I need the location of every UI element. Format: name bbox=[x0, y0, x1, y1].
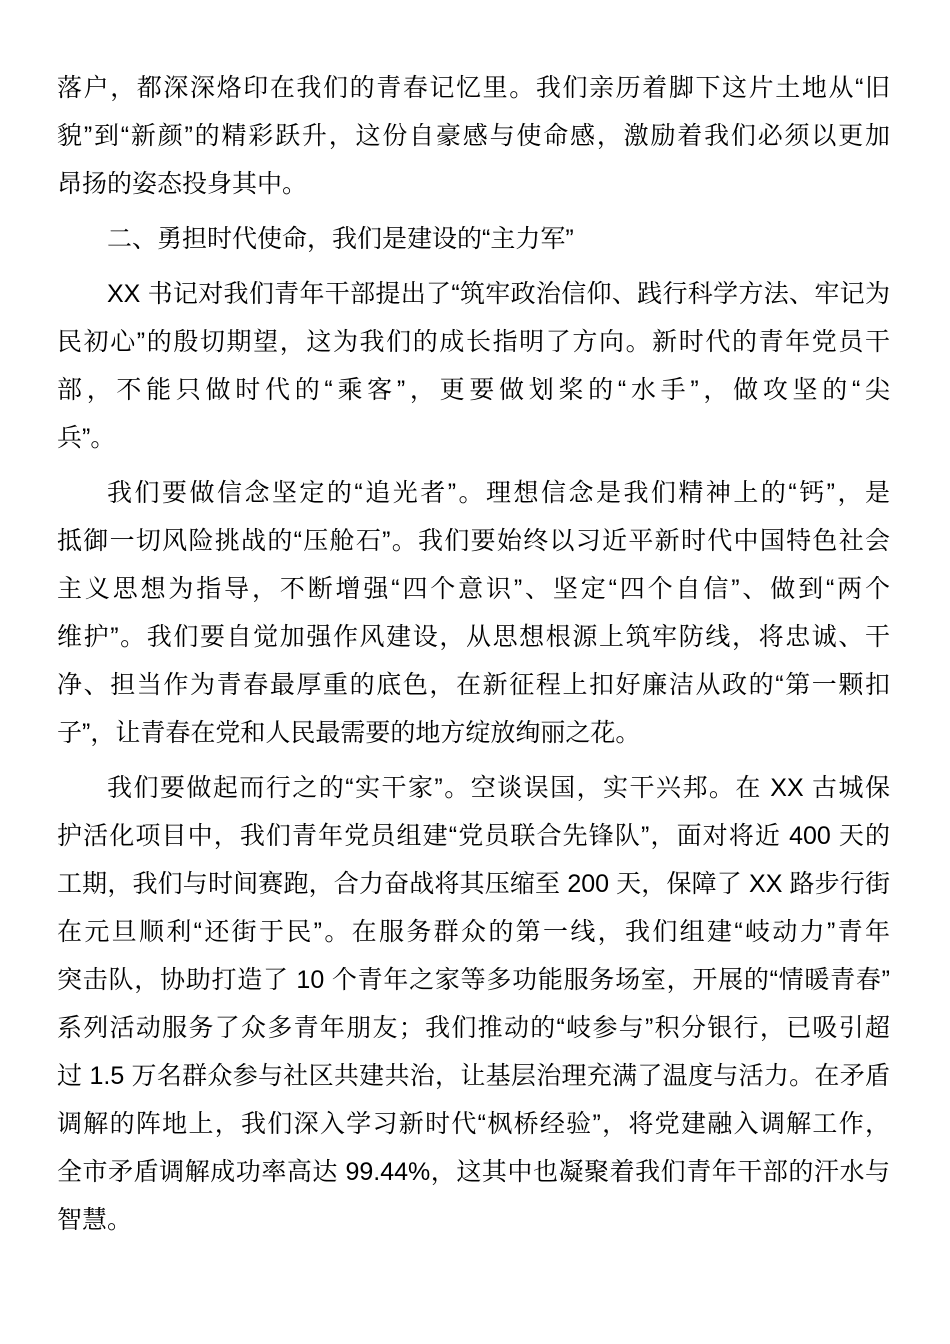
text-line: 护活化项目中，我们青年党员组建“党员联合先锋队”，面对将近 400 天的 bbox=[57, 822, 890, 850]
text-line: 调解的阵地上，我们深入学习新时代“枫桥经验”，将党建融入调解工作， bbox=[57, 1110, 890, 1138]
text-line: 在元旦顺利“还街于民”。在服务群众的第一线，我们组建“岐动力”青年 bbox=[57, 918, 890, 946]
text-line: 抵御一切风险挑战的“压舱石”。我们要始终以习近平新时代中国特色社会 bbox=[57, 527, 890, 555]
paragraph bbox=[57, 469, 890, 757]
paragraph bbox=[57, 764, 890, 1244]
section-heading bbox=[57, 215, 890, 263]
text-line: 突击队，协助打造了 10 个青年之家等多功能服务场室，开展的“情暖青春” bbox=[57, 966, 890, 994]
paragraph-continuation bbox=[57, 64, 890, 208]
text-line: 过 1.5 万名群众参与社区共建共治，让基层治理充满了温度与活力。在矛盾 bbox=[57, 1062, 890, 1090]
text-line: 我们要做起而行之的“实干家”。空谈误国，实干兴邦。在 XX 古城保 bbox=[107, 774, 890, 802]
text-line: 工期，我们与时间赛跑，合力奋战将其压缩至 200 天，保障了 XX 路步行街 bbox=[57, 870, 890, 898]
text-line: 貌”到“新颜”的精彩跃升，这份自豪感与使命感，激励着我们必须以更加 bbox=[57, 122, 890, 150]
text-line: 净、担当作为青春最厚重的底色，在新征程上扣好廉洁从政的“第一颗扣 bbox=[57, 671, 890, 699]
text-line: 主义思想为指导，不断增强“四个意识”、坚定“四个自信”、做到“两个 bbox=[57, 575, 890, 603]
text-line: 智慧。 bbox=[57, 1206, 133, 1234]
heading-line: 二、勇担时代使命，我们是建设的“主力军” bbox=[107, 225, 574, 253]
text-line: 系列活动服务了众多青年朋友；我们推动的“岐参与”积分银行，已吸引超 bbox=[57, 1014, 890, 1042]
text-line: 民初心”的殷切期望，这为我们的成长指明了方向。新时代的青年党员干 bbox=[57, 328, 890, 356]
text-line: 维护”。我们要自觉加强作风建设，从思想根源上筑牢防线，将忠诚、干 bbox=[57, 623, 890, 651]
paragraph bbox=[57, 270, 890, 462]
text-line: 昂扬的姿态投身其中。 bbox=[57, 170, 308, 198]
text-line: 部，不能只做时代的“乘客”，更要做划桨的“水手”，做攻坚的“尖 bbox=[57, 376, 890, 404]
text-line: 子”，让青春在党和人民最需要的地方绽放绚丽之花。 bbox=[57, 719, 641, 747]
text-line: XX 书记对我们青年干部提出了“筑牢政治信仰、践行科学方法、牢记为 bbox=[107, 280, 890, 308]
text-line: 兵”。 bbox=[57, 424, 116, 452]
text-line: 全市矛盾调解成功率高达 99.44%，这其中也凝聚着我们青年干部的汗水与 bbox=[57, 1158, 890, 1186]
text-line: 落户，都深深烙印在我们的青春记忆里。我们亲历着脚下这片土地从“旧 bbox=[57, 74, 890, 102]
text-line: 我们要做信念坚定的“追光者”。理想信念是我们精神上的“钙”，是 bbox=[107, 479, 890, 507]
